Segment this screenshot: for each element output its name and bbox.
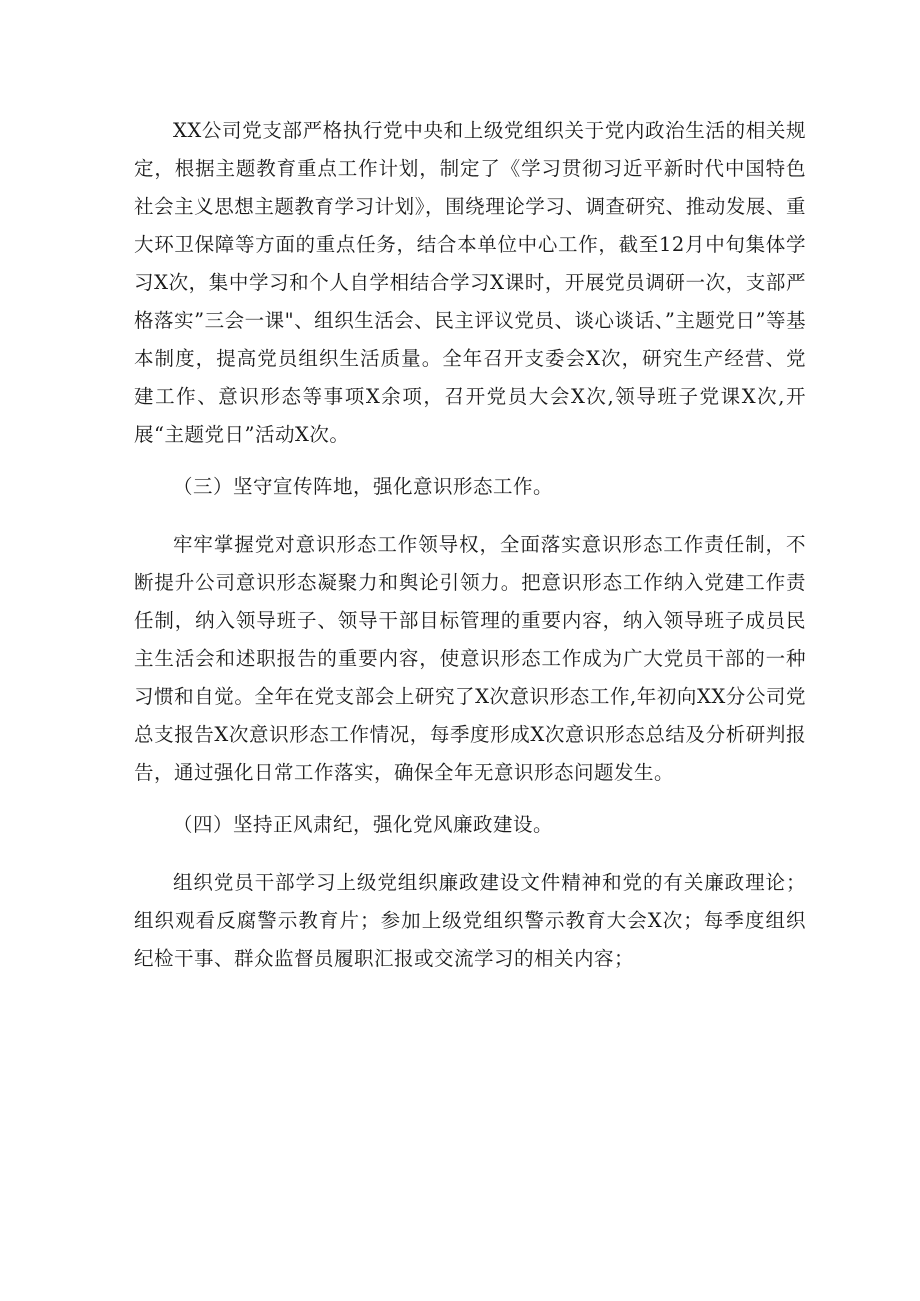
paragraph-party-life: XX公司党支部严格执行党中央和上级党组织关于党内政治生活的相关规定，根据主题教育重点工作计划，制定了《学习贯彻习近平新时代中国特色社会主义思想主题教育学习计划》，围绕理论学习、调查研究、推动发展、重大环卫保障等方面的重点任务，结合本单位中心工作，截至12月中旬集体学习X次，集中学习和个人自学相结合学习X课时，开展党员调研一次，支部严格落实”三会一课"、组织生活会、民主评议党员、谈心谈话、”主题党日”等基本制度，提高党员组织生活质量。全年召开支委会X次，研究生产经营、党建工作、意识形态等事项X余项，召开党员大会X次,领导班子党课X次,开展“主题党日”活动X次。 — [134, 119, 806, 446]
section-heading-ideology: （三）坚守宣传阵地，强化意识形态工作。 — [173, 475, 554, 498]
paragraph-ideology: 牢牢掌握党对意识形态工作领导权，全面落实意识形态工作责任制，不断提升公司意识形态凝聚力和舆论引领力。把意识形态工作纳入党建工作责任制，纳入领导班子、领导干部目标管理的重要内容，纳入领导班子成员民主生活会和述职报告的重要内容，使意识形态工作成为广大党员干部的一种习惯和自觉。全年在党支部会上研究了X次意识形态工作,年初向XX分公司党总支报告X次意识形态工作情况，每季度形成X次意识形态总结及分析研判报告，通过强化日常工作落实，确保全年无意识形态问题发生。 — [134, 533, 806, 784]
paragraph-integrity: 组织党员干部学习上级党组织廉政建设文件精神和党的有关廉政理论；组织观看反腐警示教育片；参加上级党组织警示教育大会X次；每季度组织纪检干事、群众监督员履职汇报或交流学习的相关内容； — [134, 871, 806, 970]
section-heading-integrity: （四）坚持正风肃纪，强化党风廉政建设。 — [173, 813, 554, 836]
document-body — [134, 112, 806, 978]
